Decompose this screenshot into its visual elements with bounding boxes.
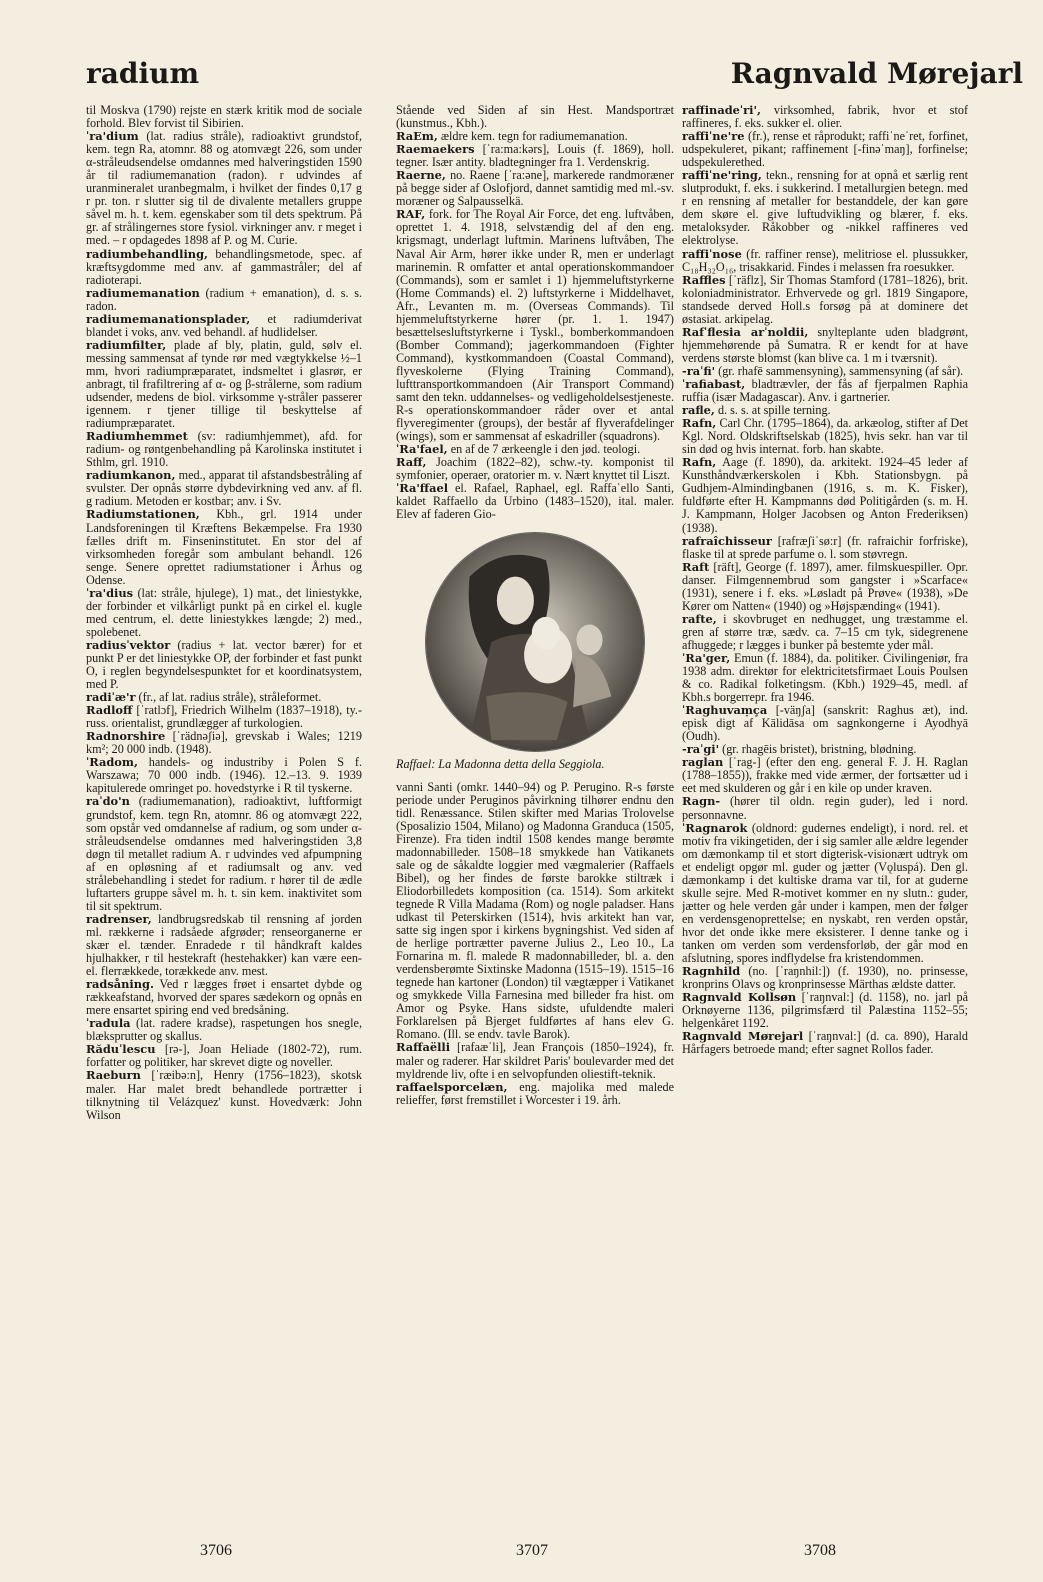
entry-text: (fr. raffiner rense), melitriose el. plussukker, C₁₈H₃₂O₁₆, trisakkarid. Findes i melassen fra roesukker. (682, 246, 968, 274)
dictionary-entry (682, 991, 968, 1030)
entry-text: (lat: stråle, hjulege), 1) mat., det liniestykke, der forbinder et vilkårligt punkt på en cirkel el. kugle med centrum, el. dette liniestykkes længde; 2) med., spolebenet. (86, 585, 362, 639)
entry-text: [ˈrädnəʃiə], grevskab i Wales; 1219 km²; 20 000 indb. (1948). (86, 729, 362, 757)
entry-headword: Ragn- (682, 794, 721, 809)
entry-headword: Radiumhemmet (86, 429, 188, 444)
entry-text: fork. for The Royal Air Force, det eng. luftvåben, oprettet 1. 4. 1918, selvstændig del af den eng. krigsmagt, underlagt luftmin. Marinens luftvåben, The Naval Air Arm, hører ikke under R, men er underlagt marinemin. R omfatter et antal operationskommandoer (Commands), som er samlet i 1) hjemmeluftstyrkerne (Home Commands) el. 2) luftstyrkerne i Middelhavet, Afr., Levanten m. m. (Overseas Commands). Til hjemmeluftstyrkerne hører (pr. 1. 1. 1947) besættelsesluftstyrkerne i Tyskl., bomberkommandoen (Bomber Command); jagerkommandoen (Fighter Command), kystkommandoen (Coastal Command), flyveskolerne (Flying Training Command), lufttransportkommandoen (Air Transport Command) samt den tekn. uddannelses- og vedligeholdelsestjeneste. R-s operationskommandoer råder over et antal flyveregimenter (groups), der består af flyverafdelinger (wings), som er sammensat af eskadriller (squadrons). (396, 207, 674, 444)
dictionary-entry (86, 104, 362, 130)
dictionary-entry (682, 965, 968, 991)
dictionary-entry (86, 469, 362, 508)
column-3 (682, 104, 968, 1524)
entry-headword: ˈrafiabast, (682, 376, 746, 391)
figure-caption: Raffael: La Madonna detta della Seggiola. (396, 756, 605, 771)
dictionary-entry (86, 795, 362, 912)
entry-headword: raffaelsporcelæn, (396, 1079, 508, 1094)
entry-text: (lat. radius stråle), radioaktivt grundstof, kem. tegn Ra, atomnr. 88 og atomvægt 226, som under α-stråleudsendelse omdannes med halveringstiden 1590 år til radiumemanation (radon). r udvindes af uranmineralet uranbegmalm, i hvilket der findes 0,17 g r pr. ton. r slutter sig til de divalente metallers gruppe såvel m. h. t. kem. egenskaber som til dets spektrum. På gr. af strålingernes store fysiol. virkninger anv. r meget i med. – r opdagedes 1898 af P. og M. Curie. (86, 129, 362, 248)
entry-text: i skovbruget en nedhugget, ung træstamme el. gren af større træ, sædv. ca. 7–15 cm tyk, sidegrenene afhuggede; r lægges i bunker på bestemte yder mål. (682, 611, 968, 652)
entry-text: Joachim (1822–82), schw.-ty. komponist til symfonier, operaer, oratorier m. v. Nært knyttet til Liszt. (396, 455, 674, 483)
dictionary-entry (682, 248, 968, 274)
dictionary-entry (86, 587, 362, 639)
dictionary-entry (86, 1017, 362, 1043)
dictionary-entry (396, 169, 674, 208)
entry-text: vanni Santi (omkr. 1440–94) og P. Perugino. R-s første periode under Peruginos påvirkning tilhører endnu den tidl. Renæssance. Stilen skifter med Marias Trolovelse (Sposalizio 1504, Milano) og Madonna Granduca (1505, Firenze). Fra tiden indtil 1508 kendes mange berømte madonnabilleder. 1508–18 smykkede han Vatikanets sale og de såkaldte loggier med vægmalerier (Raffaels Bibel), og her findes de første barokke stiltræk i Eliodorbilledets komposition (ca. 1514). Som arkitekt tegnede R Villa Madama (Rom) og nogle paladser. Hans udkast til Peterskirken (1514), hvis arkitekt han var, satte sig ingen spor i kirkens bygningshist. Ved siden af de herlige portrætter paverne Julius 2., Leo 10., La Fornarina m. fl. malede R madonnabilleder, bl. a. den verdensberømte Sixtinske Madonna (1515–19). 1515–16 tegnede han kartoner (London) til vægtæpper i Vatikanet og smykkede Villa Farnesina med billeder fra hist. om Amor og Psyke. Hans sidste, ufuldendte maleri Forklarelsen på Bjerget fuldførtes af hans elev G. Romano. (Ill. se endv. tavle Barok). (396, 779, 674, 1042)
entry-headword: raˈdo'n (86, 794, 130, 809)
entry-headword: Radloff (86, 703, 133, 718)
entry-text: til Moskva (1790) rejste en stærk kritik mod de sociale forhold. Blev forvist til Sibirien. (86, 104, 362, 131)
entry-text: (radiumemanation), radioaktivt, luftformigt grundstof, kem. tegn Rn, atomnr. 86 og atomvægt 222, som opstår ved omdannelse af radium, og som under α-stråleudsendelse omdannes med halveringstiden 3,8 døgn til metallet radium A. r udvindes ved afpumpning af en opløsning af et radiumsalt og anv. ved strålebehandling i stedet for radium. r hører til de ædle luftarters gruppe såvel m. h. t. sin kem. inaktivitet som til sit spektrum. (86, 794, 362, 913)
entry-text: landbrugsredskab til rensning af jorden ml. rækkerne i radsåede afgrøder; renseorganerne er skær el. tænder. Enradede r til håndkraft kaldes hjulhakker, r til hestekraft (hestehakker) kan være een- el. flerrækkede, torækkede anv. mest. (86, 911, 362, 979)
entry-text: handels- og industriby i Polen S f. Warszawa; 70 000 indb. (1946). 12.–13. 9. 1939 kapitulerede omringet po. hovedstyrke i R til tyskerne. (86, 755, 362, 796)
entry-headword: ˈra'dium (86, 129, 139, 144)
entry-text: el. Rafael, Raphael, egl. Raffaˈello Santi, kaldet Raffaello da Urbino (1483–1520), ital. maler. Elev af faderen Gio- (396, 481, 674, 522)
entry-headword: Radnorshire (86, 729, 166, 744)
page-number-3: 3708 (804, 1542, 836, 1559)
dictionary-entry (682, 130, 968, 169)
entry-text: [rafræʃiˈsø:r] (fr. rafraichir forfriske), flaske til at sprede parfume o. l. som støvregn. (682, 533, 968, 561)
entry-text: ældre kem. tegn for radiumemanation. (437, 129, 628, 144)
entry-headword: rafraîchisseur (682, 533, 772, 548)
entry-headword: radiumfilter, (86, 337, 167, 352)
column-2 (396, 104, 674, 1524)
entry-headword: raffiˈne're (682, 129, 745, 144)
entry-text: (fr., af lat. radius stråle), stråleformet. (135, 690, 322, 705)
entry-text: [ˈrag-] (efter den eng. general F. J. H. Raglan (1788–1855)), frakke med vide ærmer, der fortsætter ud i eet med skulderen og går i en kile op under kraven. (682, 755, 968, 796)
entry-text: med., apparat til afstandsbestråling af svulster. Der opnås større dybdevirkning ved anv. af fl. g radium. Metoden er kostbar; anv. i Sv. (86, 468, 362, 509)
entry-text: eng. majolika med malede relieffer, først fremstillet i Worcester i 19. årh. (396, 1079, 674, 1107)
entry-headword: Ragnvald Kollsøn (682, 990, 797, 1005)
entry-headword: rafle, (682, 403, 715, 418)
dictionary-entry (396, 1081, 674, 1107)
page-number-2: 3707 (516, 1542, 548, 1559)
entry-text: [ˈratlɔf], Friedrich Wilhelm (1837–1918), ty.-russ. orientalist, grundlægger af turkologien. (86, 703, 362, 731)
dictionary-entry (682, 822, 968, 966)
entry-headword: ˈRaghuvaṃça (682, 703, 768, 718)
dictionary-entry (682, 169, 968, 247)
entry-text: (radium + emanation), d. s. s. radon. (86, 285, 362, 313)
entry-text: Aage (f. 1890), da. arkitekt. 1924–45 leder af Kunsthåndværkerskolen i Kbh. Stationsbygn. på Gudhjem-Almindingbanen (1916, s. m. K. Fisker), fuldførte efter H. Kampmanns død Politigården (s. m. H. J. Kampmann, Holger Jacobsen og Anton Frederiksen) (1938). (682, 455, 968, 535)
dictionary-entry (396, 456, 674, 482)
entry-text: [ˈraŋnval:] (d. 1158), no. jarl på Orknøyerne 1136, pilgrimsfærd til Palæstina 1152–55; helgenkåret 1192. (682, 990, 968, 1031)
dictionary-entry (86, 704, 362, 730)
entry-text: et radiumderivat blandet i voks, anv. ved behandl. af hudlidelser. (86, 311, 362, 339)
page-number-1: 3706 (200, 1542, 232, 1559)
entry-text: Carl Chr. (1795–1864), da. arkæolog, stifter af Det Kgl. Nord. Oldskriftselskab (1825), hvis sekr. han var til sin død og hvis internat. forb. han skabte. (682, 416, 968, 457)
entry-headword: Raeburn (86, 1068, 141, 1083)
dictionary-entry (682, 704, 968, 743)
dictionary-entry (86, 313, 362, 339)
entry-text: (radius + lat. vector bærer) for et punkt P er det liniestykke OP, der forbinder et fast punkt O, i reglen begyndelsespunktet for et koordinatsystem, med P. (86, 637, 362, 692)
entry-headword: Rafn, (682, 455, 717, 470)
entry-headword: Rafn, (682, 416, 717, 431)
dictionary-entry (86, 248, 362, 287)
entry-headword: ˈRagnarok (682, 820, 748, 835)
entry-text: no. Raene [ˈra:əne], markerede randmoræner på begge sider af Oslofjord, dannet samtidig med ml.-sv. moræner og Salpausselkä. (396, 168, 674, 209)
entry-headword: radiumemanation (86, 285, 200, 300)
entry-text: [ˈra:ma:kərs], Louis (f. 1869), holl. tegner. Især antity. bladtegninger fra 1. Verdenskrig. (396, 142, 674, 170)
dictionary-entry (86, 756, 362, 795)
dictionary-entry (682, 613, 968, 652)
entry-text: [ˈraŋnval:] (d. ca. 890), Harald Hårfagers betroede mand; efter sagnet Rollos fader. (682, 1029, 968, 1057)
dictionary-entry (86, 1043, 362, 1069)
entry-text: virksomhed, fabrik, hvor et stof raffineres, f. eks. sukker el. olier. (682, 104, 968, 131)
entry-text: Ved r lægges frøet i ensartet dybde og rækkeafstand, hvorved der spares sædekorn og opnås en mere ensartet spiring end ved bredsåning. (86, 977, 362, 1018)
running-head-right: Ragnvald Mørejarl (730, 57, 1023, 90)
entry-text: [rə-], Joan Heliade (1802-72), rum. forfatter og politiker, har skrevet digte og noveller. (86, 1042, 362, 1070)
dictionary-entry (396, 482, 674, 521)
entry-text: (hører til oldn. regin guder), led i nord. personnavne. (682, 794, 968, 822)
dictionary-entry (396, 104, 674, 130)
entry-headword: ˈRa'ger, (682, 650, 731, 665)
dictionary-entry (682, 1030, 968, 1056)
dictionary-entry (682, 417, 968, 456)
entry-headword: radrenser, (86, 911, 152, 926)
entry-headword: ˈRa'fael, (396, 442, 448, 457)
entry-headword: radiumbehandling, (86, 246, 208, 261)
figure (396, 532, 674, 771)
entry-headword: -raˈgi' (682, 742, 720, 757)
dictionary-entry (682, 456, 968, 534)
entry-headword: Raerne, (396, 168, 446, 183)
dictionary-entry (682, 795, 968, 821)
entry-text: snylteplante uden bladgrønt, hjemmehørende på Sumatra. R er kendt for at have verdens største blomst (kan blive ca. 1 m i tværsnit). (682, 324, 968, 365)
entry-headword: raglan (682, 755, 724, 770)
entry-headword: Raemaekers (396, 142, 475, 157)
entry-headword: ˈra'dius (86, 585, 134, 600)
entry-text: behandlingsmetode, spec. af kræftsygdomme med anv. af gammastråler; del af radioterapi. (86, 246, 362, 287)
dictionary-entry (86, 978, 362, 1017)
dictionary-entry (86, 430, 362, 469)
entry-headword: Raffaëlli (396, 1040, 451, 1055)
entry-text: (gr. rhagēis bristet), bristning, blødning. (719, 742, 917, 757)
entry-headword: Ragnvald Mørejarl (682, 1029, 804, 1044)
entry-text: tekn., rensning for at opnå et særlig rent slutprodukt, f. eks. i sukkerind. I metallurgien betegn. med r en rensning af metaller for bestanddele, der kan gøre dem skøre el. give luftudvikling og blærer, f. eks. metaloksyder. Råkobber og -nikkel raffineres ved elektrolyse. (682, 168, 968, 248)
entry-text: [ˈräflz], Sir Thomas Stamford (1781–1826), brit. koloniadministrator. Erhvervede og grl. 1819 Singapore, standsede derved Holl.s forsøg på at dominere det østasiat. arkipelag. (682, 272, 968, 326)
entry-headword: radiusˈvektor (86, 637, 171, 652)
dictionary-entry (682, 652, 968, 704)
entry-headword: radiumkanon, (86, 468, 176, 483)
column-1 (86, 104, 362, 1524)
dictionary-entry (682, 378, 968, 404)
dictionary-entry (86, 1069, 362, 1121)
entry-headword: Ragnhild (682, 964, 741, 979)
entry-headword: Radiumstationen, (86, 507, 200, 522)
dictionary-entry (86, 287, 362, 313)
entry-text: Emun (f. 1884), da. politiker. Civilingeniør, fra 1938 adm. direktør for elektricitetsfirmaet Louis Poulsen & co. Radikal folketingsm. (Kbh.) 1929–45, medl. af Kbh.s borgerrepr. fra 1946. (682, 650, 968, 705)
dictionary-entry (396, 1041, 674, 1080)
entry-text: (sv: radiumhjemmet), afd. for radium- og røntgenbehandling på Karolinska institutet i Sthlm, grl. 1910. (86, 429, 362, 470)
entry-headword: raffiˈne'ring, (682, 168, 762, 183)
entry-text: (oldnord: gudernes endeligt), i nord. rel. et motiv fra vikingetiden, der i sig samler alle ældre legender om dæmonkamp til et stort digterisk-visionært udtryk om et endeligt opgør ml. guder og jætter (Vǫluspá). Den gl. dæmonkamp i det kultiske drama var til, for at guderne skulle sejre. Med R-motivet kommer en ny slutn.: guder, jætter og hele verden går under i kampen, men der følger en verdensgenoprettelse; en nyskabt, ren verden opstår, hvor det onde ikke mere eksisterer. I denne tanke og i tanken om verden som verdensforløb, der går mod en afslutning, spores indflydelse fra kristendommen. (682, 820, 968, 966)
entry-headword: Răduˈlescu (86, 1042, 156, 1057)
entry-headword: radiumemanationsplader, (86, 311, 251, 326)
entry-text: (gr. rhafē sammensyning), sammensyning (af sår). (715, 363, 964, 378)
entry-headword: Raff, (396, 455, 427, 470)
dictionary-entry (396, 208, 674, 443)
entry-text: [räft], George (f. 1897), amer. filmskuespiller. Opr. danser. Filmgennembrud som gangster i »Scarface« (1931), senere i f. eks. »Løsladt på Prøve« (1938), »De Kører om Natten« (1940) og »Højspænding« (1941). (682, 559, 968, 613)
dictionary-entry (682, 561, 968, 613)
dictionary-entry (86, 508, 362, 586)
entry-text: [-väŋʃa] (sanskrit: Raghus æt), ind. episk digt af Kālidāsa om sagnkongerne i Ayodhyā (Oudh). (682, 703, 968, 744)
dictionary-entry (682, 274, 968, 326)
entry-headword: radsåning. (86, 977, 154, 992)
entry-headword: RaEm, (396, 129, 438, 144)
entry-headword: -raˈfi' (682, 363, 716, 378)
dictionary-entry (396, 781, 674, 1042)
entry-headword: RAF, (396, 207, 426, 222)
entry-text: (lat. radere kradse), raspetungen hos snegle, blæksprutter og skallus. (86, 1016, 362, 1044)
entry-headword: raffinadeˈri', (682, 104, 761, 117)
entry-text: bladtrævler, der fås af fjerpalmen Raphia ruffia (især Madagascar). Anv. i gartnerier. (682, 376, 968, 405)
entry-headword: ˈRa'ffael (396, 481, 449, 496)
running-head-left: radium (86, 57, 200, 90)
dictionary-entry (86, 913, 362, 978)
entry-headword: radiˈæ'r (86, 690, 136, 705)
page-header (86, 48, 1023, 90)
dictionary-entry (682, 326, 968, 365)
entry-text: [rafaæˈli], Jean François (1850–1924), fr. maler og raderer. Har skildret Paris' boulevarder med det myldrende liv, ofte i en selvopfunden oliestift-teknik. (396, 1040, 674, 1081)
entry-text: Stående ved Siden af sin Hest. Mandsportræt (kunstmus., Kbh.). (396, 104, 674, 131)
entry-text: d. s. s. at spille terning. (714, 403, 831, 418)
entry-headword: ˈRadom, (86, 755, 138, 770)
entry-headword: Rafˈflesia arˈnoldii, (682, 324, 809, 339)
dictionary-entry (86, 730, 362, 756)
dictionary-entry (682, 535, 968, 561)
entry-headword: ˈradula (86, 1016, 131, 1031)
dictionary-entry (86, 339, 362, 430)
dictionary-entry (86, 130, 362, 247)
entry-text: (fr.), rense et råprodukt; raffiˈneˈret, forfinet, udspekuleret, pikant; raffinement [-finəˈmaŋ], forfinelse; udspekulerethed. (682, 129, 968, 170)
entry-text: Kbh., grl. 1914 under Landsforeningen til Kræftens Bekæmpelse. Fra 1930 fælles drift m. Finseninstitutet. En stor del af virksomheden foregår som ambulant behandl. 126 senge. Senere oprettet radiumstationer i Århus og Odense. (86, 507, 362, 587)
entry-headword: raffiˈnose (682, 246, 742, 261)
madonna-painting-image (426, 533, 644, 751)
entry-headword: rafte, (682, 611, 717, 626)
dictionary-entry (682, 104, 968, 130)
entry-headword: Raft (682, 559, 710, 574)
entry-headword: Raffles (682, 272, 726, 287)
entry-text: en af de 7 ærkeengle i den jød. teologi. (447, 442, 641, 457)
entry-text: (no. [ˈraŋnhil:]) (f. 1930), no. prinsesse, kronprins Olavs og kronprinsesse Märthas ældste datter. (682, 964, 968, 992)
dictionary-entry (682, 756, 968, 795)
dictionary-entry (86, 639, 362, 691)
entry-text: plade af bly, platin, guld, sølv el. messing sammensat af tynde rør med vægtykkelse ½–1 mm, hvori radiumpræparatet, indsmeltet i glasrør, er anbragt, til frafiltrering af α- og β-strålerne, som radium udsender, medens de biol. virksomme γ-stråler passerer igennem. r tjener tillige til beskyttelse af radiumpræparatet. (86, 337, 362, 431)
dictionary-entry (396, 143, 674, 169)
figure-frame (425, 532, 645, 752)
entry-text: [ˈræibə:n], Henry (1756–1823), skotsk maler. Har malet bredt behandlede portrætter i tilknytning til Velázquez' kunst. Hovedværk: John Wilson (86, 1068, 362, 1122)
